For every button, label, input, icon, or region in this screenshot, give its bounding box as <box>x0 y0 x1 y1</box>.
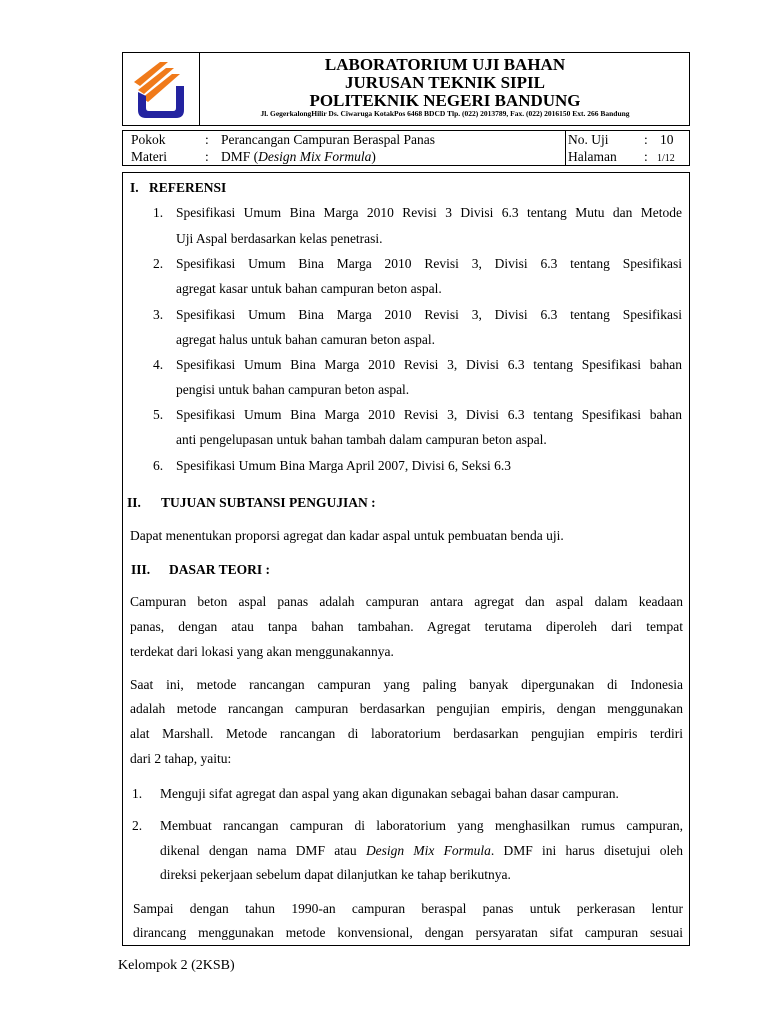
step-text: Membuat rancangan campuran di laboratorium yang menghasilkan rumus campuran, <box>160 818 683 833</box>
materi-value: DMF (Design Mix Formula) <box>221 149 376 164</box>
lab-title-line3: POLITEKNIK NEGERI BANDUNG <box>309 91 581 110</box>
step-number: 2. <box>132 818 143 833</box>
section1-title: REFERENSI <box>149 180 227 195</box>
reference-line: Spesifikasi Umum Bina Marga 2010 Revisi 3, Divisi 6.3 tentang Spesifikasi bahan <box>176 357 682 372</box>
paragraph-line: Saat ini, metode rancangan campuran yang paling banyak dipergunakan di Indonesia <box>130 677 683 692</box>
reference-line: anti pengelupasan untuk bahan tambah dalam campuran beton aspal. <box>176 432 547 447</box>
reference-number: 2. <box>153 256 164 271</box>
reference-number: 4. <box>153 357 164 372</box>
pokok-colon: : <box>205 132 209 147</box>
section3-number: III. <box>131 562 151 577</box>
step-text: dikenal dengan nama DMF atau Design Mix Formula. DMF ini harus disetujui oleh <box>160 843 684 858</box>
halaman-colon: : <box>644 149 648 164</box>
section2-text: Dapat menentukan proporsi agregat dan kadar aspal untuk pembuatan benda uji. <box>130 528 564 543</box>
lab-title-line1: LABORATORIUM UJI BAHAN <box>324 55 566 74</box>
lab-title-line2: JURUSAN TEKNIK SIPIL <box>345 73 545 92</box>
paragraph-line: alat Marshall. Metode rancangan di laboratorium berdasarkan pengujian empiris terdiri <box>130 726 683 741</box>
section2-title: TUJUAN SUBTANSI PENGUJIAN : <box>161 495 376 510</box>
polban-logo-icon <box>122 52 200 126</box>
reference-number: 1. <box>153 205 164 220</box>
halaman-value: 1/12 <box>657 153 675 164</box>
reference-line: agregat kasar untuk bahan campuran beton aspal. <box>176 281 442 296</box>
reference-line: Spesifikasi Umum Bina Marga 2010 Revisi 3, Divisi 6.3 tentang Spesifikasi <box>176 256 682 271</box>
section1-number: I. <box>130 180 139 195</box>
reference-line: agregat halus untuk bahan camuran beton aspal. <box>176 332 436 347</box>
pokok-value: Perancangan Campuran Beraspal Panas <box>221 132 436 147</box>
reference-number: 3. <box>153 307 164 322</box>
paragraph-line: panas, dengan atau tanpa bahan tambahan. Agregat terutama diperoleh dari tempat <box>130 619 683 634</box>
pokok-label: Pokok <box>131 132 166 147</box>
paragraph-line: adalah metode rancangan campuran berdasarkan pengujian empiris, dengan menggunakan <box>130 701 683 716</box>
step-text: direksi pekerjaan sebelum dapat dilanjutkan ke tahap berikutnya. <box>160 867 511 882</box>
materi-colon: : <box>205 149 209 164</box>
section3-title: DASAR TEORI : <box>169 562 271 577</box>
footer-text: Kelompok 2 (2KSB) <box>118 958 235 973</box>
step-number: 1. <box>132 786 143 801</box>
logo-cell <box>122 52 200 126</box>
step-text: Menguji sifat agregat dan aspal yang akan digunakan sebagai bahan dasar campuran. <box>160 786 619 801</box>
paragraph-line: Campuran beton aspal panas adalah campuran antara agregat dan aspal dalam keadaan <box>130 594 683 609</box>
reference-number: 5. <box>153 407 164 422</box>
paragraph-line: terdekat dari lokasi yang akan menggunakannya. <box>130 644 394 659</box>
halaman-label: Halaman <box>568 149 617 164</box>
reference-line: Spesifikasi Umum Bina Marga 2010 Revisi 3, Divisi 6.3 tentang Spesifikasi bahan <box>176 407 682 422</box>
lab-address: Jl. GegerkalongHilir Ds. Ciwaruga KotakPos 6468 BDCD Tlp. (022) 2013789, Fax. (022) 2016150 Ext. 266 Bandung <box>260 109 630 118</box>
materi-label: Materi <box>131 149 167 164</box>
reference-line: Spesifikasi Umum Bina Marga April 2007, Divisi 6, Seksi 6.3 <box>176 458 511 473</box>
reference-number: 6. <box>153 458 164 473</box>
no-uji-colon: : <box>644 132 648 147</box>
reference-line: Spesifikasi Umum Bina Marga 2010 Revisi 3, Divisi 6.3 tentang Spesifikasi <box>176 307 682 322</box>
paragraph-line: dirancang menggunakan metode konvensional, dengan persyaratan sifat campuran sesuai <box>133 925 683 940</box>
paragraph-line: dari 2 tahap, yaitu: <box>130 751 232 766</box>
reference-line: Uji Aspal berdasarkan kelas penetrasi. <box>176 231 383 246</box>
no-uji-label: No. Uji <box>568 132 609 147</box>
paragraph-line: Sampai dengan tahun 1990-an campuran beraspal panas untuk perkerasan lentur <box>133 901 683 916</box>
no-uji-value: 10 <box>660 132 674 147</box>
reference-line: pengisi untuk bahan campuran beton aspal. <box>176 382 410 397</box>
section2-number: II. <box>127 495 141 510</box>
reference-line: Spesifikasi Umum Bina Marga 2010 Revisi 3 Divisi 6.3 tentang Mutu dan Metode <box>176 205 682 220</box>
